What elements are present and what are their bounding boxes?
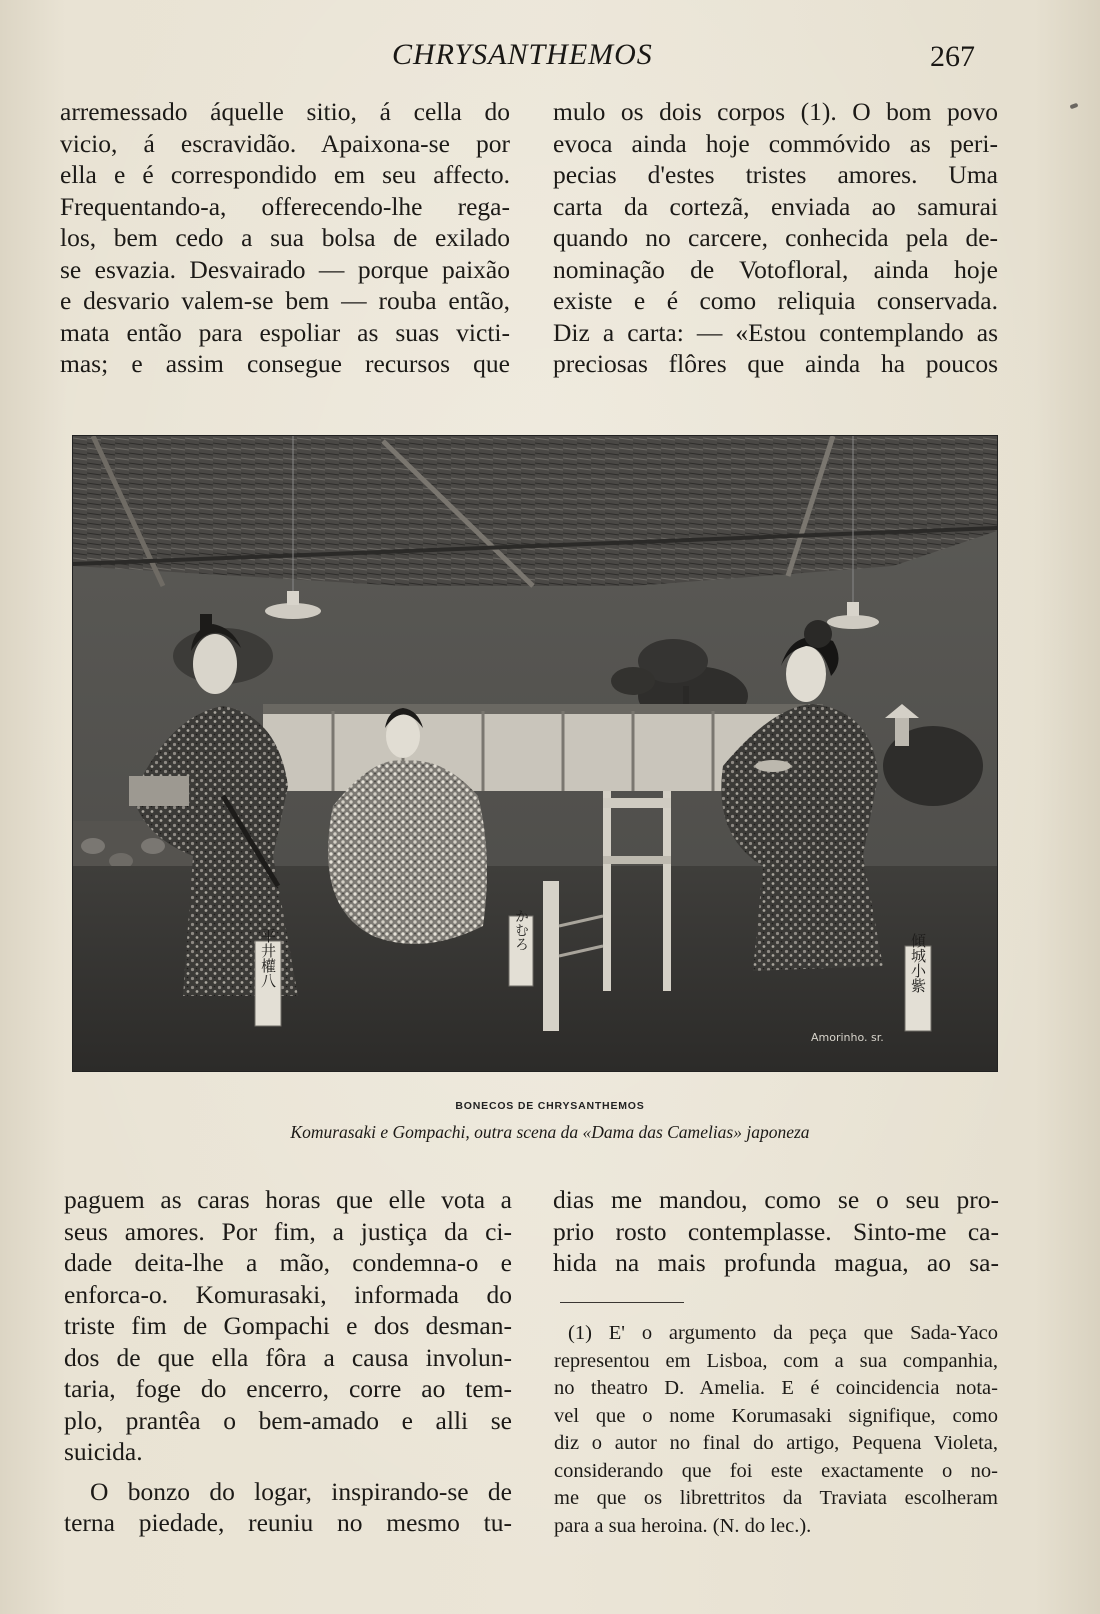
text-line: O bonzo do logar, inspirando-se de bbox=[90, 1476, 512, 1506]
text-column-top-left bbox=[60, 96, 510, 380]
footnote-line: para a sua heroina. (N. do lec.). bbox=[554, 1514, 812, 1537]
running-head bbox=[0, 38, 1100, 72]
text-line: enforca-o. Komurasaki, informada do bbox=[64, 1279, 512, 1309]
text-line: evoca ainda hoje commóvido as peri- bbox=[553, 128, 998, 158]
text-line: triste fim de Gompachi e dos desman- bbox=[64, 1311, 512, 1340]
text-line: arremessado áquelle sitio, á cella do bbox=[60, 97, 510, 126]
footnote-line: vel que o nome Korumasaki signifique, como bbox=[554, 1404, 998, 1427]
text-line: Frequentando-a, offerecendo-lhe rega- bbox=[60, 191, 510, 221]
footnote-line: me que os librettritos da Traviata escolheram bbox=[554, 1487, 998, 1509]
text-line: nominação de Votofloral, ainda hoje bbox=[553, 254, 998, 284]
text-line: terna piedade, reuniu no mesmo tu- bbox=[64, 1508, 512, 1537]
text-line: suicida. bbox=[64, 1437, 143, 1466]
text-line: seus amores. Por fim, a justiça da ci- bbox=[64, 1216, 512, 1246]
text-line: hida na mais profunda magua, ao sa- bbox=[553, 1248, 999, 1277]
photograph-scene bbox=[73, 436, 997, 1071]
text-line: dade deita-lhe a mão, condemna-o e bbox=[64, 1248, 512, 1277]
text-line: plo, prantêa o bem-amado e alli se bbox=[64, 1405, 512, 1435]
text-line: ella e é correspondido em seu affecto. bbox=[60, 160, 510, 189]
text-line: dos de que ella fôra a causa involun- bbox=[64, 1342, 512, 1372]
name-sign-left: 平井權八 bbox=[259, 928, 277, 988]
text-line: e desvario valem-se bem — rouba então, bbox=[60, 286, 510, 315]
footnote-line: considerando que foi este exactamente o no- bbox=[554, 1459, 998, 1482]
running-title: CHRYSANTHEMOS bbox=[392, 38, 653, 71]
footnote-rule bbox=[560, 1302, 684, 1303]
margin-smudge bbox=[1070, 103, 1079, 109]
text-line: vicio, á escravidão. Apaixona-se por bbox=[60, 128, 510, 158]
text-line: quando no carcere, conhecida pela de- bbox=[553, 223, 998, 252]
footnote-line: no theatro D. Amelia. E é coincidencia nota- bbox=[554, 1377, 998, 1399]
footnote bbox=[554, 1320, 998, 1540]
text-line: Diz a carta: — «Estou contemplando as bbox=[553, 317, 998, 347]
name-sign-right: 傾城小紫 bbox=[909, 933, 927, 993]
text-line: pecias d'estes tristes amores. Uma bbox=[553, 160, 998, 189]
name-sign-middle: かむろ bbox=[513, 909, 529, 951]
photographer-signature: Amorinho. sr. bbox=[811, 1031, 884, 1044]
text-line: preciosas flôres que ainda ha poucos bbox=[553, 349, 998, 378]
text-line: existe e é como reliquia conservada. bbox=[553, 286, 998, 315]
text-column-bottom-right bbox=[553, 1184, 999, 1279]
caption-label: BONECOS DE CHRYSANTHEMOS bbox=[455, 1100, 645, 1112]
text-column-bottom-left bbox=[64, 1184, 512, 1539]
text-line: mas; e assim consegue recursos que bbox=[60, 349, 510, 378]
caption-text: Komurasaki e Gompachi, outra scena da «Dama das Camelias» japoneza bbox=[290, 1122, 810, 1142]
footnote-line: representou em Lisboa, com a sua companhia, bbox=[554, 1349, 998, 1372]
text-line: mulo os dois corpos (1). O bom povo bbox=[553, 97, 998, 126]
text-line: dias me mandou, como se o seu pro- bbox=[553, 1185, 999, 1214]
text-line: prio rosto contemplasse. Sinto-me ca- bbox=[553, 1216, 999, 1246]
photograph-plate bbox=[72, 435, 998, 1072]
footnote-line: (1) E' o argumento da peça que Sada-Yaco bbox=[568, 1322, 998, 1344]
text-line: taria, foge do encerro, corre ao tem- bbox=[64, 1374, 512, 1403]
text-line: mata então para espoliar as suas victi- bbox=[60, 317, 510, 347]
footnote-line: diz o autor no final do artigo, Pequena Violeta, bbox=[554, 1432, 998, 1454]
page-number: 267 bbox=[930, 40, 975, 73]
text-line: paguem as caras horas que elle vota a bbox=[64, 1185, 512, 1214]
text-line: se esvazia. Desvairado — porque paixão bbox=[60, 254, 510, 284]
text-line: carta da cortezã, enviada ao samurai bbox=[553, 191, 998, 221]
text-line: los, bem cedo a sua bolsa de exilado bbox=[60, 223, 510, 252]
text-column-top-right bbox=[553, 96, 998, 380]
